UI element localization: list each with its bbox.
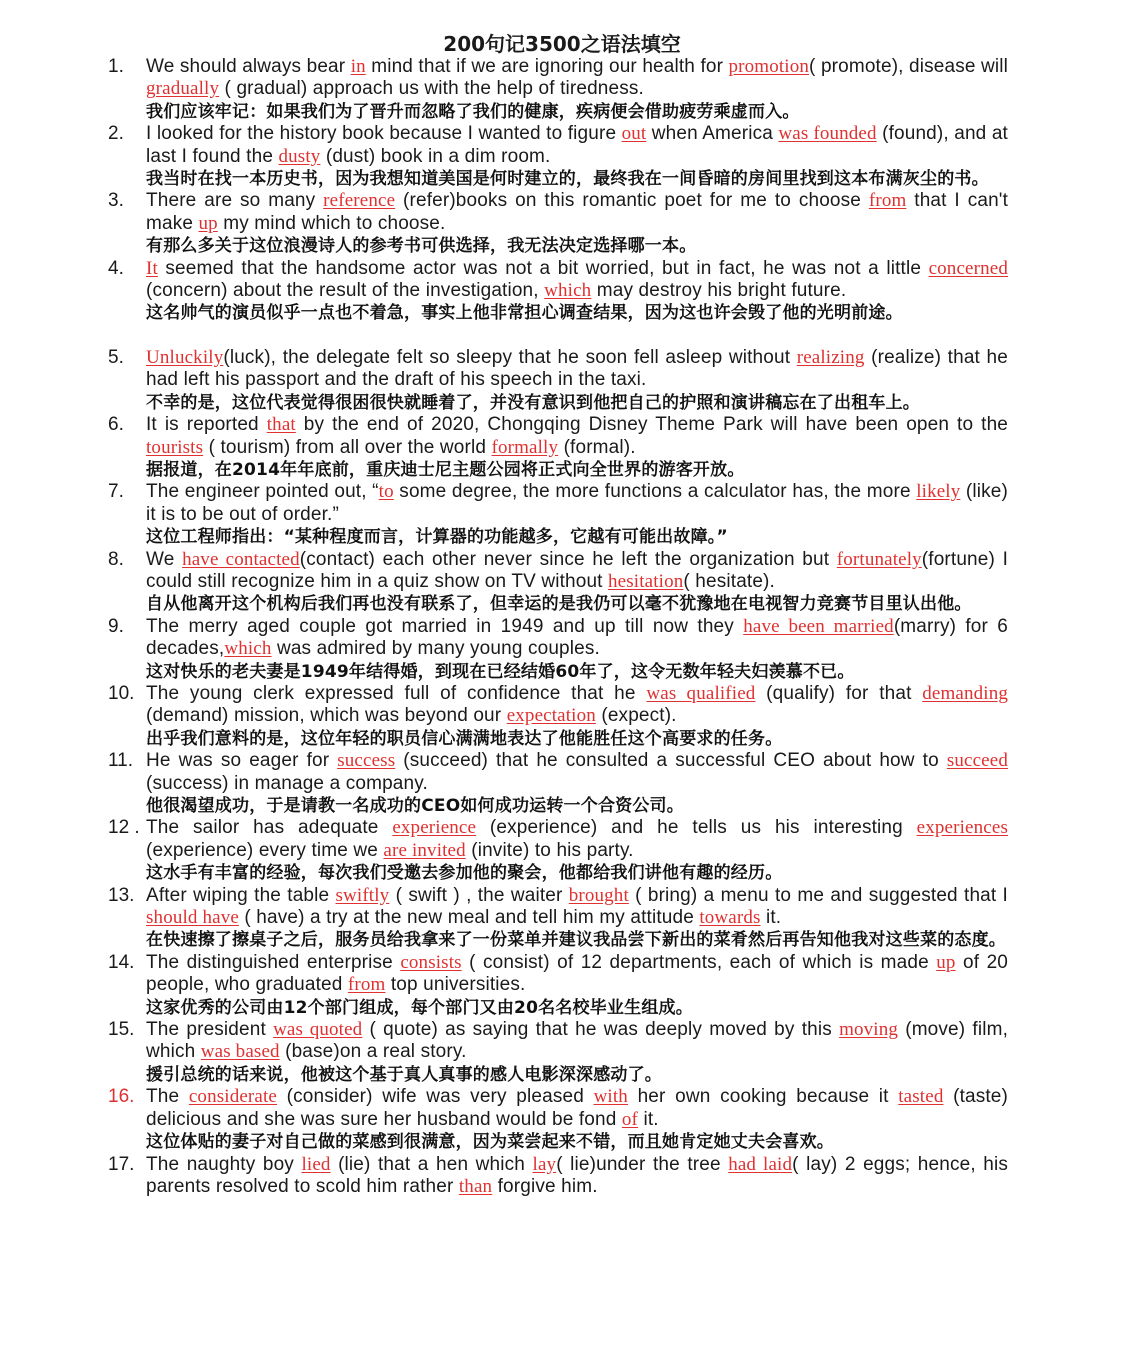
answer-blank: to	[378, 481, 394, 503]
exercise-number: 1.	[108, 56, 124, 77]
answer-blank: experience	[392, 817, 477, 839]
answer-blank: was based	[200, 1041, 280, 1063]
exercise-item	[108, 190, 1008, 257]
answer-blank: consists	[400, 951, 462, 973]
sentence-text: The	[146, 1086, 189, 1108]
sentence-text: seemed that the handsome actor was not a bit worried, but in fact, he was not a little	[157, 257, 929, 279]
answer-blank: considerate	[188, 1086, 278, 1108]
exercise-item	[108, 885, 1008, 952]
answer-blank: formally	[491, 436, 559, 458]
exercise-item	[108, 817, 1008, 884]
sentence-text: ( lie)under the tree	[556, 1153, 729, 1175]
sentence-text: The distinguished enterprise	[146, 951, 401, 973]
exercise-number: 9.	[108, 615, 124, 637]
answer-blank: tasted	[898, 1086, 944, 1108]
exercise-number: 4.	[108, 257, 124, 279]
chinese-translation: 这对快乐的老夫妻是1949年结得婚，到现在已经结婚60年了，这令无数年轻夫妇羡慕不已。	[146, 661, 855, 682]
english-sentence	[146, 817, 1008, 862]
chinese-translation: 自从他离开这个机构后我们再也没有联系了，但幸运的是我仍可以毫不犹豫地在电视智力竞赛节目里认出他。	[146, 594, 972, 615]
chinese-translation: 援引总统的话来说，他被这个基于真人真事的感人电影深深感动了。	[146, 1064, 662, 1085]
sentence-text: of 20 people, who graduated	[146, 951, 1008, 996]
answer-blank: had laid	[728, 1153, 793, 1175]
exercise-number: 16.	[108, 1086, 135, 1108]
answer-blank: have been married	[743, 615, 894, 637]
exercise-item	[108, 1019, 1008, 1086]
sentence-text: The sailor has adequate	[146, 817, 393, 839]
sentence-text: I looked for the history book because I wanted to figure	[146, 123, 622, 145]
exercise-number: 11.	[108, 750, 134, 772]
chinese-translation: 这位工程师指出：“某种程度而言，计算器的功能越多，它越有可能出故障。”	[146, 527, 728, 548]
sentence-text: (realize) that he had left his passport and the draft of his speech in the taxi.	[146, 346, 1008, 391]
exercise-number: 12 .	[108, 817, 140, 839]
sentence-text: (expect).	[595, 705, 677, 727]
exercise-item	[108, 616, 1008, 683]
sentence-text: ( bring) a menu to me and suggested that I	[628, 884, 1008, 906]
sentence-text: The merry aged couple got married in 1949 and up till now they	[146, 615, 744, 637]
exercise-item	[108, 481, 1008, 548]
sentence-text: it.	[638, 1108, 659, 1130]
answer-blank: concerned	[928, 257, 1008, 279]
answer-blank: success	[337, 750, 396, 772]
answer-blank: which	[224, 638, 272, 660]
answer-blank: of	[621, 1108, 639, 1130]
answer-blank: have contacted	[182, 548, 300, 570]
sentence-text: We should always bear	[146, 56, 351, 77]
answer-blank: realizing	[796, 346, 865, 368]
english-sentence	[146, 123, 1008, 168]
sentence-text: (experience) every time we	[146, 839, 384, 861]
sentence-text: my mind which to choose.	[217, 212, 446, 234]
sentence-text: ( swift ) , the waiter	[389, 884, 569, 906]
exercise-item	[108, 56, 1008, 123]
sentence-text: The engineer pointed out, “	[146, 481, 379, 503]
exercise-number: 5.	[108, 346, 124, 368]
exercise-number: 14.	[108, 951, 135, 973]
sentence-text: (succeed) that he consulted a successful CEO about how to	[395, 750, 947, 772]
chinese-translation: 不幸的是，这位代表觉得很困很快就睡着了，并没有意识到他把自己的护照和演讲稿忘在了出租车上。	[146, 392, 920, 413]
exercise-item	[108, 549, 1008, 616]
answer-blank: that	[266, 414, 296, 436]
sentence-text: ( hesitate).	[683, 570, 775, 592]
answer-blank: lay	[532, 1153, 557, 1175]
sentence-text: (concern) about the result of the investigation,	[146, 280, 545, 302]
english-sentence	[146, 616, 1008, 661]
chinese-translation: 在快速擦了擦桌子之后，服务员给我拿来了一份菜单并建议我品尝下新出的菜肴然后再告知他我对这些菜的态度。	[146, 930, 1006, 951]
sentence-text: (consider) wife was very pleased	[277, 1086, 594, 1108]
sentence-text: ( have) a try at the new meal and tell him my attitude	[238, 907, 700, 929]
sentence-text: (formal).	[558, 436, 636, 458]
chinese-translation: 这水手有丰富的经验，每次我们受邀去参加他的聚会，他都给我们讲他有趣的经历。	[146, 863, 783, 884]
answer-blank: towards	[699, 907, 761, 929]
answer-blank: likely	[916, 481, 961, 503]
answer-blank: in	[350, 56, 366, 77]
sentence-text: (luck), the delegate felt so sleepy that he soon fell asleep without	[223, 346, 797, 368]
exercise-number: 8.	[108, 548, 124, 570]
sentence-text: may destroy his bright future.	[591, 280, 847, 302]
sentence-text: some degree, the more functions a calculator has, the more	[393, 481, 917, 503]
answer-blank: reference	[323, 190, 396, 212]
answer-blank: fortunately	[836, 548, 922, 570]
english-sentence	[146, 1154, 1008, 1199]
sentence-text: (experience) and he tells us his interesting	[476, 817, 917, 839]
sentence-text: (marry) for 6 decades,	[146, 615, 1008, 660]
exercise-item	[108, 347, 1008, 414]
english-sentence	[146, 683, 1008, 728]
exercise-number: 3.	[108, 190, 124, 212]
sentence-text: top universities.	[385, 974, 526, 996]
english-sentence	[146, 258, 1008, 303]
page-title: 200句记3500之语法填空	[443, 32, 681, 56]
exercise-number: 13.	[108, 884, 135, 906]
sentence-text: ( quote) as saying that he was deeply moved by this	[362, 1019, 840, 1041]
answer-blank: which	[544, 280, 592, 302]
sentence-text: The president	[146, 1019, 274, 1041]
answer-blank: up	[936, 951, 956, 973]
english-sentence	[146, 750, 1008, 795]
sentence-text: ( consist) of 12 departments, each of which is made	[461, 951, 937, 973]
answer-blank: It	[146, 257, 158, 279]
sentence-text: (move) film, which	[146, 1019, 1008, 1063]
answer-blank: than	[458, 1175, 493, 1197]
sentence-text: her own cooking because it	[627, 1086, 899, 1108]
answer-blank: expectation	[506, 705, 596, 727]
sentence-text: (taste) delicious and she was sure her husband would be fond	[146, 1086, 1009, 1130]
answer-blank: out	[621, 123, 647, 145]
sentence-text: ( promote), disease will	[809, 56, 1008, 77]
answer-blank: was founded	[778, 123, 877, 145]
exercise-item	[108, 952, 1008, 1019]
answer-blank: succeed	[946, 750, 1008, 772]
exercise-item	[108, 1086, 1008, 1153]
sentence-text: when America	[646, 123, 779, 145]
answer-blank: Unluckily	[146, 346, 224, 368]
exercise-list	[108, 56, 1008, 1198]
english-sentence	[146, 347, 1008, 392]
exercise-item	[108, 258, 1008, 325]
english-sentence	[146, 885, 1008, 930]
answer-blank: from	[868, 190, 907, 212]
sentence-text: was admired by many young couples.	[271, 638, 600, 660]
english-sentence	[146, 56, 1008, 101]
answer-blank: lied	[301, 1153, 331, 1175]
answer-blank: tourists	[146, 436, 204, 458]
sentence-text: by the end of 2020, Chongqing Disney Theme Park will have been open to the	[295, 414, 1008, 436]
answer-blank: brought	[568, 884, 629, 906]
sentence-text: (dust) book in a dim room.	[320, 145, 551, 167]
sentence-text: After wiping the table	[146, 884, 336, 906]
sentence-text: (qualify) for that	[755, 682, 923, 704]
english-sentence	[146, 190, 1008, 235]
exercise-item	[108, 1154, 1008, 1199]
answer-blank: demanding	[922, 682, 1009, 704]
sentence-text: (lie) that a hen which	[330, 1153, 533, 1175]
exercise-number: 7.	[108, 481, 124, 503]
sentence-text: ( gradual) approach us with the help of tiredness.	[219, 78, 644, 100]
sentence-text: that I can't make	[146, 190, 1008, 234]
sentence-text: forgive him.	[492, 1175, 598, 1197]
answer-blank: hesitation	[608, 570, 684, 592]
answer-blank: are invited	[383, 839, 466, 861]
answer-blank: was qualified	[646, 682, 756, 704]
chinese-translation: 这名帅气的演员似乎一点也不着急，事实上他非常担心调查结果，因为这也许会毁了他的光明前途。	[146, 303, 903, 324]
exercise-number: 6.	[108, 414, 124, 436]
answer-blank: swiftly	[335, 884, 390, 906]
english-sentence	[146, 414, 1008, 459]
answer-blank: promotion	[728, 56, 810, 77]
answer-blank: up	[198, 212, 218, 234]
chinese-translation: 据报道，在2014年年底前，重庆迪士尼主题公园将正式向全世界的游客开放。	[146, 459, 745, 480]
sentence-text: We	[146, 548, 183, 570]
sentence-text: There are so many	[146, 190, 324, 212]
answer-blank: was quoted	[273, 1019, 363, 1041]
exercise-number: 2.	[108, 123, 124, 145]
answer-blank: should have	[146, 907, 239, 929]
sentence-text: It is reported	[146, 414, 267, 436]
answer-blank: from	[347, 974, 386, 996]
answer-blank: with	[593, 1086, 628, 1108]
exercise-item	[108, 123, 1008, 190]
english-sentence	[146, 481, 1008, 526]
english-sentence	[146, 549, 1008, 594]
chinese-translation: 我们应该牢记：如果我们为了晋升而忽略了我们的健康，疾病便会借助疲劳乘虚而入。	[146, 101, 800, 122]
sentence-text: (success) in manage a company.	[146, 772, 428, 794]
answer-blank: gradually	[146, 78, 220, 100]
sentence-text: The naughty boy	[146, 1153, 302, 1175]
answer-blank: experiences	[916, 817, 1008, 839]
sentence-text: (like) it is to be out of order.”	[146, 481, 1008, 525]
exercise-item	[108, 683, 1008, 750]
answer-blank: dusty	[278, 145, 321, 167]
chinese-translation: 有那么多关于这位浪漫诗人的参考书可供选择，我无法决定选择哪一本。	[146, 236, 697, 257]
sentence-text: (base)on a real story.	[279, 1041, 467, 1063]
chinese-translation: 他很渴望成功，于是请教一名成功的CEO如何成功运转一个合资公司。	[146, 796, 684, 816]
chinese-translation: 这位体贴的妻子对自己做的菜感到很满意，因为菜尝起来不错，而且她肯定她丈夫会喜欢。	[146, 1132, 834, 1153]
exercise-item	[108, 750, 1008, 817]
chinese-translation: 出乎我们意料的是，这位年轻的职员信心满满地表达了他能胜任这个高要求的任务。	[146, 728, 783, 749]
chinese-translation: 我当时在找一本历史书，因为我想知道美国是何时建立的，最终我在一间昏暗的房间里找到这本布满灰尘的书。	[146, 169, 989, 190]
exercise-item	[108, 414, 1008, 481]
sentence-text: (refer)books on this romantic poet for me to choose	[395, 190, 869, 212]
exercise-number: 15.	[108, 1019, 135, 1041]
sentence-text: (demand) mission, which was beyond our	[146, 705, 507, 727]
sentence-text: mind that if we are ignoring our health for	[365, 56, 729, 77]
sentence-text: (found), and at last I found the	[146, 123, 1008, 167]
chinese-translation: 这家优秀的公司由12个部门组成，每个部门又由20名名校毕业生组成。	[146, 997, 693, 1018]
sentence-text: (contact) each other never since he left the organization but	[299, 548, 837, 570]
sentence-text: ( lay) 2 eggs; hence, his parents resolved to scold him rather	[146, 1153, 1008, 1197]
sentence-text: The young clerk expressed full of confidence that he	[146, 682, 647, 704]
sentence-text: (fortune) I could still recognize him in a quiz show on TV without	[146, 548, 1008, 592]
sentence-text: it.	[760, 907, 782, 929]
english-sentence	[146, 1086, 1008, 1131]
sentence-text: (invite) to his party.	[465, 839, 634, 861]
exercise-number: 10.	[108, 682, 135, 704]
english-sentence	[146, 1019, 1008, 1064]
sentence-text: He was so eager for	[146, 750, 338, 772]
exercise-number: 17.	[108, 1153, 135, 1175]
answer-blank: moving	[839, 1019, 899, 1041]
sentence-text: ( tourism) from all over the world	[203, 436, 492, 458]
english-sentence	[146, 952, 1008, 997]
